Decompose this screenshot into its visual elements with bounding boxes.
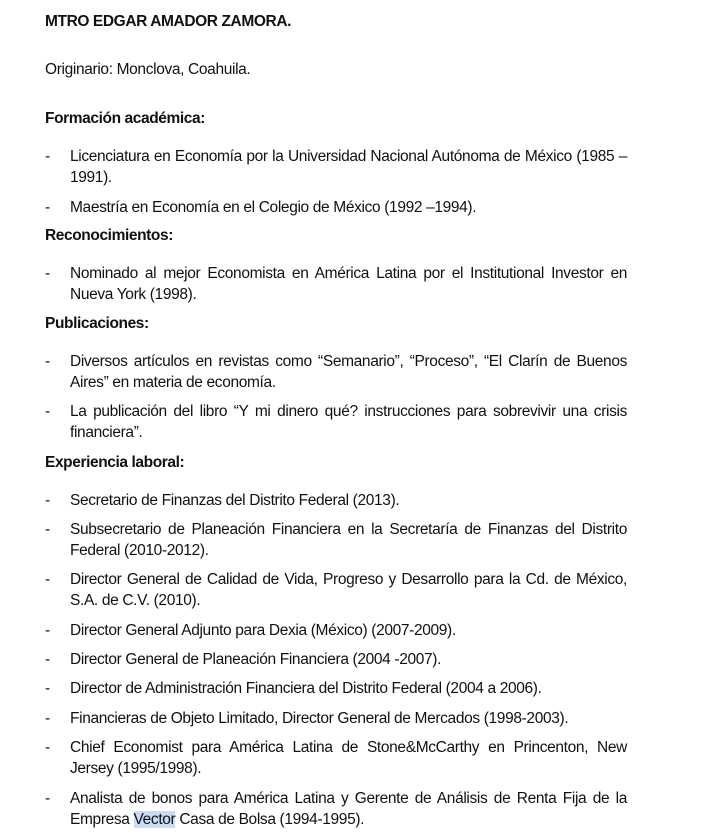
list-item-text: Secretario de Finanzas del Distrito Federal (2013). (70, 492, 400, 509)
list-item-text: Financieras de Objeto Limitado, Director General de Mercados (1998-2003). (70, 710, 569, 727)
list-item-text: Subsecretario de Planeación Financiera en la Secretaría de Finanzas del Distrito Federal (2010-2012). (70, 521, 627, 559)
list-item (45, 649, 627, 670)
bullet-dash: - (45, 622, 50, 639)
bullet-dash: - (45, 265, 50, 282)
list-item (45, 737, 627, 779)
text-before-selection: Analista de bonos para América Latina y Gerente de Análisis de Renta Fija de la Empresa (70, 790, 627, 828)
text-after-selection: Casa de Bolsa (1994-1995). (175, 811, 365, 828)
list-item (45, 263, 627, 305)
list-item (45, 146, 627, 188)
selected-text[interactable]: Vector (133, 811, 176, 828)
list-item-text: Director General de Planeación Financiera (2004 -2007). (70, 651, 442, 668)
bullet-dash: - (45, 680, 50, 697)
list-item (45, 490, 627, 511)
list-item-text: Director de Administración Financiera del Distrito Federal (2004 a 2006). (70, 680, 542, 697)
list-item-text: Licenciatura en Economía por la Universidad Nacional Autónoma de México (1985 – 1991). (70, 148, 627, 186)
bullet-dash: - (45, 148, 50, 165)
list-item-text: Maestría en Economía en el Colegio de México (1992 –1994). (70, 199, 477, 216)
document-title: MTRO EDGAR AMADOR ZAMORA. (45, 13, 292, 30)
list-item (45, 708, 627, 729)
list-item-text: Director General de Calidad de Vida, Progreso y Desarrollo para la Cd. de México, S.A. de C.V. (2010). (70, 571, 627, 609)
list-item (45, 569, 627, 611)
list-item (45, 519, 627, 561)
list-item (45, 620, 627, 641)
list-item-text: Nominado al mejor Economista en América Latina por el Institutional Investor en Nueva York (1998). (70, 265, 627, 303)
bullet-dash: - (45, 571, 50, 588)
bullet-dash: - (45, 521, 50, 538)
origin-line: Originario: Monclova, Coahuila. (45, 61, 251, 78)
heading-formacion: Formación académica: (45, 110, 205, 127)
heading-publicaciones: Publicaciones: (45, 315, 149, 332)
list-item-text: La publicación del libro “Y mi dinero qué? instrucciones para sobrevivir una crisis financiera”. (70, 403, 627, 441)
list-item (45, 401, 627, 443)
list-item (45, 197, 627, 218)
list-item-text (70, 788, 627, 830)
list-item (45, 351, 627, 393)
list-item (45, 788, 627, 830)
bullet-dash: - (45, 739, 50, 756)
bullet-dash: - (45, 790, 50, 807)
bullet-dash: - (45, 353, 50, 370)
bullet-dash: - (45, 199, 50, 216)
bullet-dash: - (45, 710, 50, 727)
list-item (45, 678, 627, 699)
bullet-dash: - (45, 651, 50, 668)
list-item-text: Director General Adjunto para Dexia (México) (2007-2009). (70, 622, 456, 639)
bullet-dash: - (45, 403, 50, 420)
list-item-text: Diversos artículos en revistas como “Semanario”, “Proceso”, “El Clarín de Buenos Aires” en materia de economía. (70, 353, 627, 391)
heading-experiencia: Experiencia laboral: (45, 454, 185, 471)
bullet-dash: - (45, 492, 50, 509)
list-item-text: Chief Economist para América Latina de Stone&McCarthy en Princenton, New Jersey (1995/1998). (70, 739, 627, 777)
heading-reconocimientos: Reconocimientos: (45, 227, 173, 244)
